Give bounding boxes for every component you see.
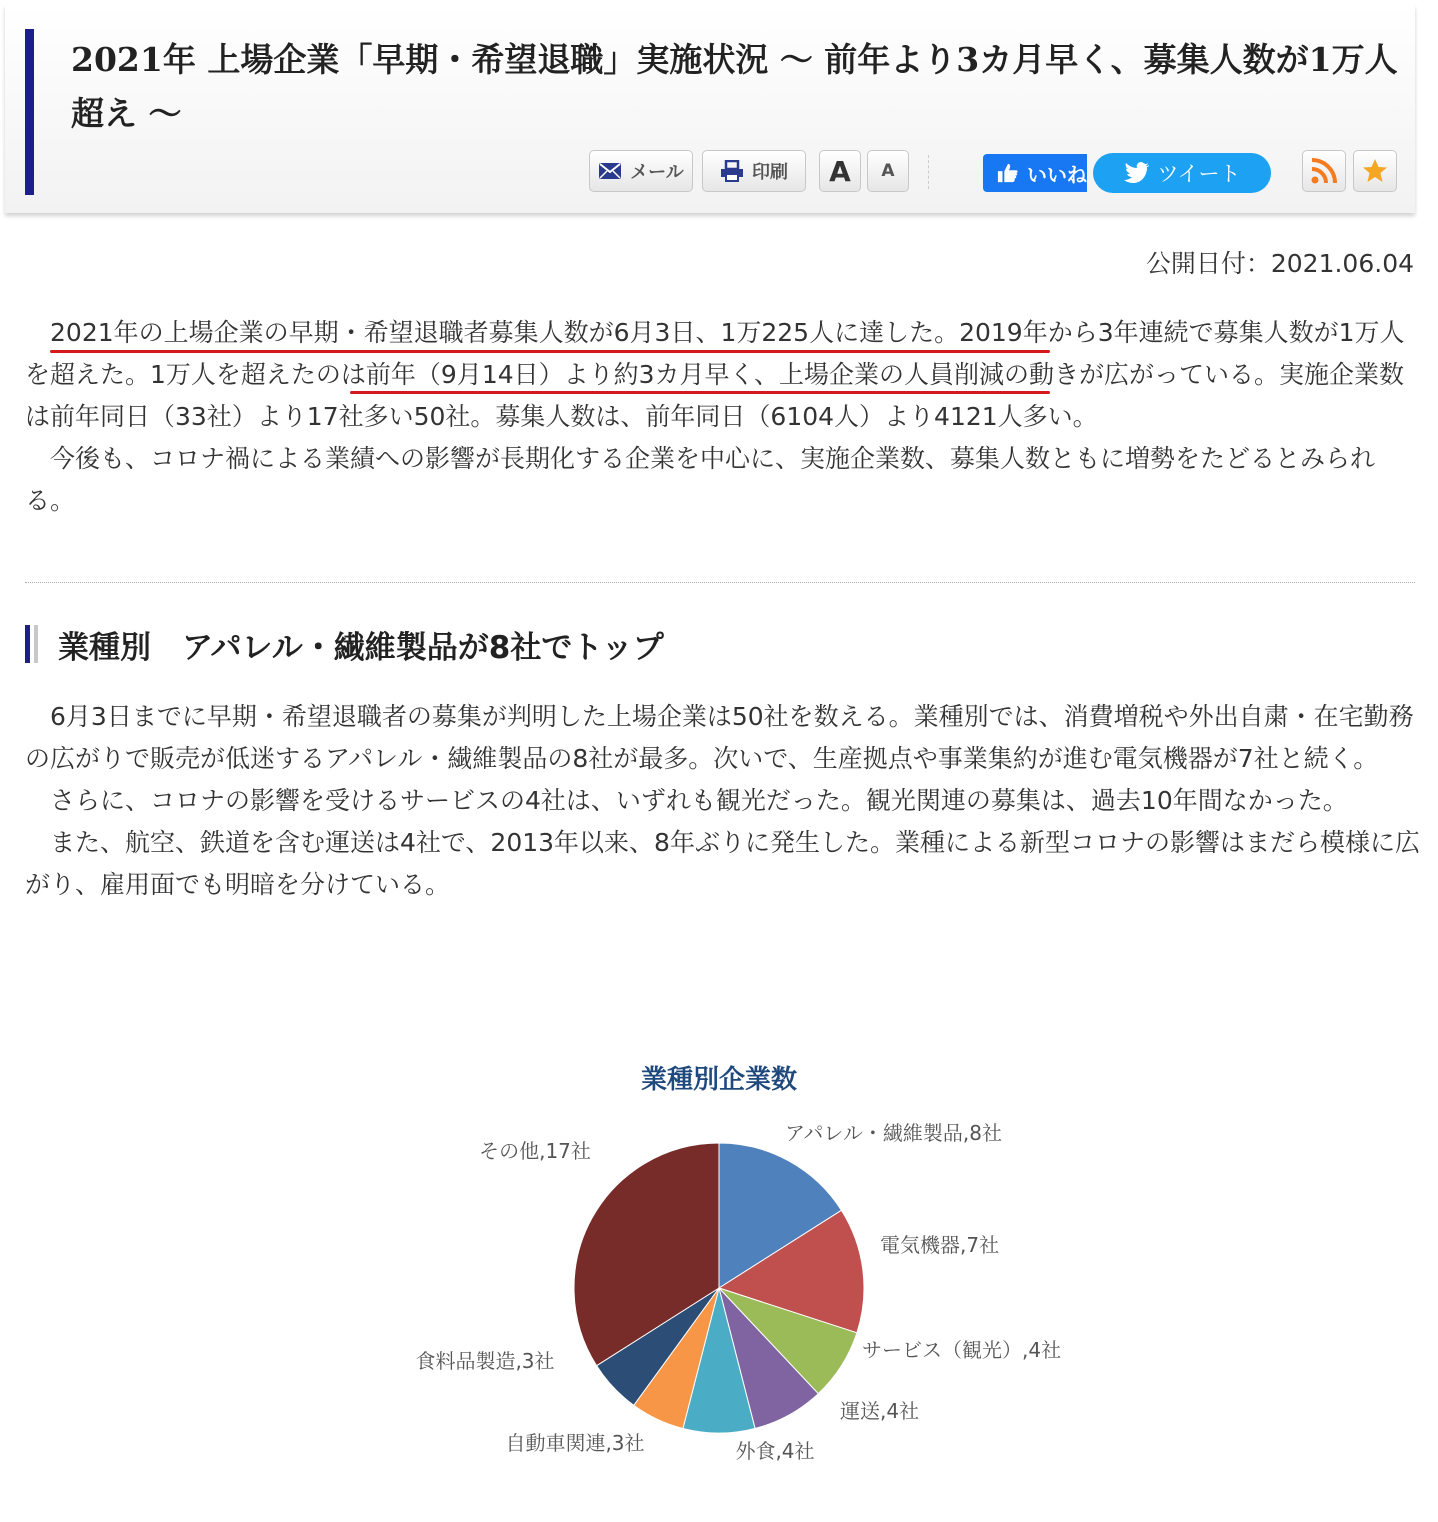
heading-accent-bar [25, 625, 30, 663]
section-heading [25, 622, 664, 666]
red-underline-2 [350, 391, 1050, 394]
page-title: 2021年 上場企業「早期・希望退職」実施状況 〜 前年より3カ月早く、募集人数が1万人超え 〜 [71, 40, 1398, 133]
like-label: いいね [1027, 162, 1087, 187]
highlighted-sentence-1: 2021年の上場企業の早期・希望退職者募集人数が6月3日、1万225人に達した [50, 318, 935, 347]
font-large-label: A [829, 154, 851, 188]
toolbar-separator [928, 155, 929, 189]
intro-paragraph-1 [25, 312, 1420, 438]
rss-icon [1310, 157, 1338, 185]
pie-label-2: 電気機器,7社 [880, 1233, 1000, 1257]
section-paragraph-3 [25, 822, 1420, 906]
intro-text [25, 312, 1420, 522]
red-underline-1 [50, 350, 1050, 353]
heading-accent-bar-gray [34, 625, 38, 663]
mail-label: メール [630, 162, 684, 183]
star-icon [1362, 158, 1388, 184]
pie-label-1: アパレル・繊維製品,8社 [785, 1121, 1002, 1145]
article-header [5, 5, 1415, 213]
chart-title: 業種別企業数 [640, 1065, 798, 1095]
favorite-button[interactable] [1353, 150, 1397, 192]
tweet-button[interactable] [1093, 153, 1271, 193]
section-text [25, 696, 1420, 906]
industry-pie-chart [0, 1000, 1438, 1520]
rss-button[interactable] [1302, 150, 1346, 192]
thumbs-up-icon [997, 162, 1019, 184]
intro-paragraph-2 [25, 438, 1420, 522]
intro-text-1: 。2019年から3年連続で募集人数が1万人を超えた。 [25, 318, 1405, 389]
tweet-label: ツイート [1157, 162, 1241, 186]
intro-text-2: 、上場企業の人員削減の動きが広がっている。実施企業数は前年同日（33社）より17社多い50社。募集人数は、前年同日（6104人）より4121人多い。 [25, 360, 1405, 431]
facebook-like-button[interactable] [983, 154, 1087, 192]
section-paragraph-2 [25, 780, 1420, 822]
pie-label-8: その他,17社 [479, 1139, 591, 1163]
section-heading-text: 業種別 アパレル・繊維製品が8社でトップ [58, 629, 664, 666]
print-label: 印刷 [752, 162, 788, 183]
intro-text-3: 今後も、コロナ禍による業績への影響が長期化する企業を中心に、実施企業数、募集人数ともに増勢をたどるとみられる。 [25, 444, 1376, 515]
font-size-large-button[interactable] [819, 150, 861, 192]
section-paragraph-1-text: 6月3日までに早期・希望退職者の募集が判明した上場企業は50社を数える。業種別では、消費増税や外出自粛・在宅勤務の広がりで販売が低迷するアパレル・繊維製品の8社が最多。次いで、生産拠点や事業集約が進む電気機器が7社と続く。 [25, 702, 1414, 773]
publish-date: 公開日付：2021.06.04 [1145, 249, 1414, 278]
font-size-small-button[interactable] [867, 150, 909, 192]
mail-button[interactable] [589, 150, 693, 192]
pie-label-5: 外食,4社 [735, 1439, 815, 1463]
pie-label-6: 自動車関連,3社 [505, 1431, 645, 1455]
printer-icon [720, 160, 744, 182]
section-paragraph-1 [25, 696, 1420, 780]
title-accent-bar [25, 29, 34, 195]
twitter-bird-icon [1124, 162, 1150, 184]
mail-icon [598, 162, 622, 180]
pie-label-7: 食料品製造,3社 [415, 1349, 555, 1373]
pie-label-4: 運送,4社 [840, 1399, 920, 1423]
section-paragraph-3-text: また、航空、鉄道を含む運送は4社で、2013年以来、8年ぶりに発生した。業種による新型コロナの影響はまだら模様に広がり、雇用面でも明暗を分けている。 [25, 828, 1420, 899]
section-paragraph-2-text: さらに、コロナの影響を受けるサービスの4社は、いずれも観光だった。観光関連の募集は、過去10年間なかった。 [50, 786, 1348, 815]
print-button[interactable] [702, 150, 806, 192]
highlighted-sentence-2: 1万人を超えたのは前年（9月14日）より約3カ月早く [150, 360, 755, 389]
pie-label-3: サービス（観光）,4社 [862, 1338, 1062, 1362]
section-divider [25, 582, 1415, 583]
font-small-label: A [881, 161, 895, 181]
